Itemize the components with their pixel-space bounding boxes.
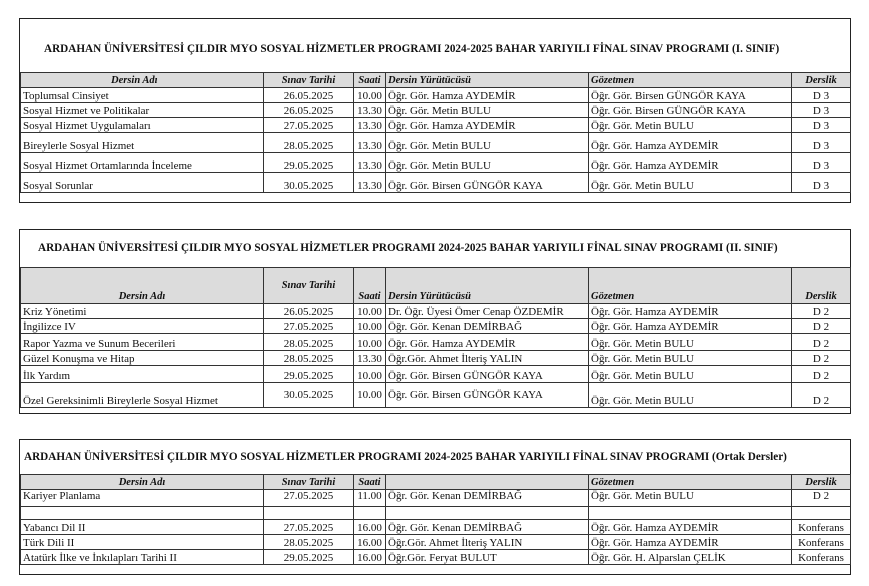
instructor-cell: Öğr. Gör. Hamza AYDEMİR <box>386 334 589 351</box>
header-time: Saati <box>354 73 386 88</box>
instructor-cell: Öğr. Gör. Hamza AYDEMİR <box>386 88 589 103</box>
time-cell: 16.00 <box>354 550 386 565</box>
date-cell: 28.05.2025 <box>264 535 354 550</box>
time-cell: 16.00 <box>354 520 386 535</box>
table-row <box>21 118 851 133</box>
room-cell: D 2 <box>792 334 851 351</box>
exam-section-first-year <box>19 18 851 203</box>
proctor-cell: Öğr. Gör. Birsen GÜNGÖR KAYA <box>589 103 792 118</box>
room-cell: D 2 <box>792 319 851 334</box>
instructor-cell: Öğr. Gör. Birsen GÜNGÖR KAYA <box>386 383 589 408</box>
instructor-cell <box>386 507 589 520</box>
course-cell: Atatürk İlke ve İnkılapları Tarihi II <box>21 550 264 565</box>
room-cell: D 2 <box>792 490 851 507</box>
instructor-cell: Öğr. Gör. Metin BULU <box>386 133 589 153</box>
time-cell <box>354 507 386 520</box>
table-row <box>21 351 851 366</box>
instructor-cell: Öğr.Gör. Ahmet İlteriş YALIN <box>386 535 589 550</box>
exam-table <box>20 267 851 408</box>
course-cell: Güzel Konuşma ve Hitap <box>21 351 264 366</box>
time-cell: 13.30 <box>354 173 386 193</box>
table-row <box>21 173 851 193</box>
proctor-cell: Öğr. Gör. Metin BULU <box>589 490 792 507</box>
course-cell: Özel Gereksinimli Bireylerle Sosyal Hizmet <box>21 383 264 408</box>
table-header-row <box>21 268 851 304</box>
date-cell: 26.05.2025 <box>264 88 354 103</box>
table-row <box>21 366 851 383</box>
course-cell: Kariyer Planlama <box>21 490 264 507</box>
date-cell: 29.05.2025 <box>264 550 354 565</box>
instructor-cell: Öğr. Gör. Metin BULU <box>386 103 589 118</box>
date-cell: 29.05.2025 <box>264 366 354 383</box>
section-title: ARDAHAN ÜNİVERSİTESİ ÇILDIR MYO SOSYAL HİZMETLER PROGRAMI 2024-2025 BAHAR YARIYILI FİNAL SINAV PROGRAMI (I. SINIF) <box>44 43 780 55</box>
proctor-cell: Öğr. Gör. Hamza AYDEMİR <box>589 319 792 334</box>
table-header-row <box>21 73 851 88</box>
section-title: ARDAHAN ÜNİVERSİTESİ ÇILDIR MYO SOSYAL HİZMETLER PROGRAMI 2024-2025 BAHAR YARIYILI FİNAL SINAV PROGRAMI (II. SINIF) <box>38 242 778 254</box>
course-cell: Toplumsal Cinsiyet <box>21 88 264 103</box>
table-row <box>21 550 851 565</box>
table-row <box>21 319 851 334</box>
proctor-cell: Öğr. Gör. Metin BULU <box>589 334 792 351</box>
proctor-cell: Öğr. Gör. Metin BULU <box>589 351 792 366</box>
time-cell: 10.00 <box>354 88 386 103</box>
date-cell: 27.05.2025 <box>264 490 354 507</box>
room-cell: D 3 <box>792 88 851 103</box>
instructor-cell: Öğr.Gör. Feryat BULUT <box>386 550 589 565</box>
room-cell: D 3 <box>792 118 851 133</box>
room-cell <box>792 507 851 520</box>
table-row <box>21 490 851 507</box>
course-cell: Sosyal Hizmet Uygulamaları <box>21 118 264 133</box>
date-cell: 26.05.2025 <box>264 103 354 118</box>
header-proctor: Gözetmen <box>589 73 792 88</box>
instructor-cell: Öğr. Gör. Birsen GÜNGÖR KAYA <box>386 366 589 383</box>
proctor-cell: Öğr. Gör. Metin BULU <box>589 173 792 193</box>
date-cell: 26.05.2025 <box>264 304 354 319</box>
proctor-cell <box>589 507 792 520</box>
date-cell: 30.05.2025 <box>264 383 354 408</box>
room-cell: D 2 <box>792 304 851 319</box>
instructor-cell: Öğr. Gör. Birsen GÜNGÖR KAYA <box>386 173 589 193</box>
header-time: Saati <box>354 268 386 304</box>
time-cell: 13.30 <box>354 153 386 173</box>
course-cell <box>21 507 264 520</box>
table-row <box>21 383 851 408</box>
proctor-cell: Öğr. Gör. Hamza AYDEMİR <box>589 520 792 535</box>
time-cell: 13.30 <box>354 133 386 153</box>
table-header-row <box>21 475 851 490</box>
table-row <box>21 334 851 351</box>
exam-table <box>20 72 851 193</box>
room-cell: Konferans <box>792 535 851 550</box>
time-cell: 13.30 <box>354 351 386 366</box>
course-cell: Sosyal Sorunlar <box>21 173 264 193</box>
instructor-cell: Öğr. Gör. Kenan DEMİRBAĞ <box>386 520 589 535</box>
table-row <box>21 304 851 319</box>
proctor-cell: Öğr. Gör. Metin BULU <box>589 366 792 383</box>
instructor-cell: Dr. Öğr. Üyesi Ömer Cenap ÖZDEMİR <box>386 304 589 319</box>
time-cell: 13.30 <box>354 103 386 118</box>
exam-table <box>20 474 851 565</box>
header-instructor <box>386 475 589 490</box>
room-cell: Konferans <box>792 520 851 535</box>
date-cell: 28.05.2025 <box>264 133 354 153</box>
course-cell: İlk Yardım <box>21 366 264 383</box>
table-row <box>21 103 851 118</box>
proctor-cell: Öğr. Gör. H. Alparslan ÇELİK <box>589 550 792 565</box>
exam-section-common-courses <box>19 439 851 575</box>
date-cell: 29.05.2025 <box>264 153 354 173</box>
instructor-cell: Öğr. Gör. Hamza AYDEMİR <box>386 118 589 133</box>
proctor-cell: Öğr. Gör. Hamza AYDEMİR <box>589 304 792 319</box>
instructor-cell: Öğr.Gör. Ahmet İlteriş YALIN <box>386 351 589 366</box>
header-room: Derslik <box>792 475 851 490</box>
course-cell: Türk Dili II <box>21 535 264 550</box>
proctor-cell: Öğr. Gör. Metin BULU <box>589 383 792 408</box>
course-cell: Sosyal Hizmet ve Politikalar <box>21 103 264 118</box>
time-cell: 11.00 <box>354 490 386 507</box>
room-cell: D 3 <box>792 103 851 118</box>
date-cell: 28.05.2025 <box>264 351 354 366</box>
header-course: Dersin Adı <box>21 475 264 490</box>
header-course: Dersin Adı <box>21 268 264 304</box>
date-cell: 27.05.2025 <box>264 319 354 334</box>
date-cell: 27.05.2025 <box>264 118 354 133</box>
course-cell: Rapor Yazma ve Sunum Becerileri <box>21 334 264 351</box>
course-cell: Kriz Yönetimi <box>21 304 264 319</box>
course-cell: Yabancı Dil II <box>21 520 264 535</box>
course-cell: İngilizce IV <box>21 319 264 334</box>
date-cell: 28.05.2025 <box>264 334 354 351</box>
room-cell: D 3 <box>792 173 851 193</box>
proctor-cell: Öğr. Gör. Hamza AYDEMİR <box>589 133 792 153</box>
instructor-cell: Öğr. Gör. Kenan DEMİRBAĞ <box>386 490 589 507</box>
course-cell: Sosyal Hizmet Ortamlarında İnceleme <box>21 153 264 173</box>
time-cell: 16.00 <box>354 535 386 550</box>
room-cell: D 2 <box>792 383 851 408</box>
table-row <box>21 535 851 550</box>
room-cell: D 2 <box>792 351 851 366</box>
proctor-cell: Öğr. Gör. Hamza AYDEMİR <box>589 153 792 173</box>
time-cell: 10.00 <box>354 304 386 319</box>
header-instructor: Dersin Yürütücüsü <box>386 73 589 88</box>
time-cell: 13.30 <box>354 118 386 133</box>
course-cell: Bireylerle Sosyal Hizmet <box>21 133 264 153</box>
table-row <box>21 88 851 103</box>
header-room: Derslik <box>792 73 851 88</box>
proctor-cell: Öğr. Gör. Hamza AYDEMİR <box>589 535 792 550</box>
proctor-cell: Öğr. Gör. Metin BULU <box>589 118 792 133</box>
time-cell: 10.00 <box>354 366 386 383</box>
time-cell: 10.00 <box>354 319 386 334</box>
time-cell: 10.00 <box>354 383 386 408</box>
header-date: Sınav Tarihi <box>264 73 354 88</box>
header-room: Derslik <box>792 268 851 304</box>
table-row <box>21 133 851 153</box>
date-cell: 30.05.2025 <box>264 173 354 193</box>
section-title: ARDAHAN ÜNİVERSİTESİ ÇILDIR MYO SOSYAL HİZMETLER PROGRAMI 2024-2025 BAHAR YARIYILI FİNAL SINAV PROGRAMI (Ortak Dersler) <box>24 451 787 463</box>
room-cell: D 3 <box>792 133 851 153</box>
header-proctor: Gözetmen <box>589 475 792 490</box>
header-instructor: Dersin Yürütücüsü <box>386 268 589 304</box>
room-cell: Konferans <box>792 550 851 565</box>
room-cell: D 3 <box>792 153 851 173</box>
table-row <box>21 153 851 173</box>
room-cell: D 2 <box>792 366 851 383</box>
instructor-cell: Öğr. Gör. Metin BULU <box>386 153 589 173</box>
header-proctor: Gözetmen <box>589 268 792 304</box>
instructor-cell: Öğr. Gör. Kenan DEMİRBAĞ <box>386 319 589 334</box>
header-time: Saati <box>354 475 386 490</box>
proctor-cell: Öğr. Gör. Birsen GÜNGÖR KAYA <box>589 88 792 103</box>
header-date: Sınav Tarihi <box>264 475 354 490</box>
table-row <box>21 507 851 520</box>
header-date: Sınav Tarihi <box>264 268 354 304</box>
time-cell: 10.00 <box>354 334 386 351</box>
header-course: Dersin Adı <box>21 73 264 88</box>
date-cell <box>264 507 354 520</box>
exam-section-second-year <box>19 229 851 414</box>
table-row <box>21 520 851 535</box>
date-cell: 27.05.2025 <box>264 520 354 535</box>
